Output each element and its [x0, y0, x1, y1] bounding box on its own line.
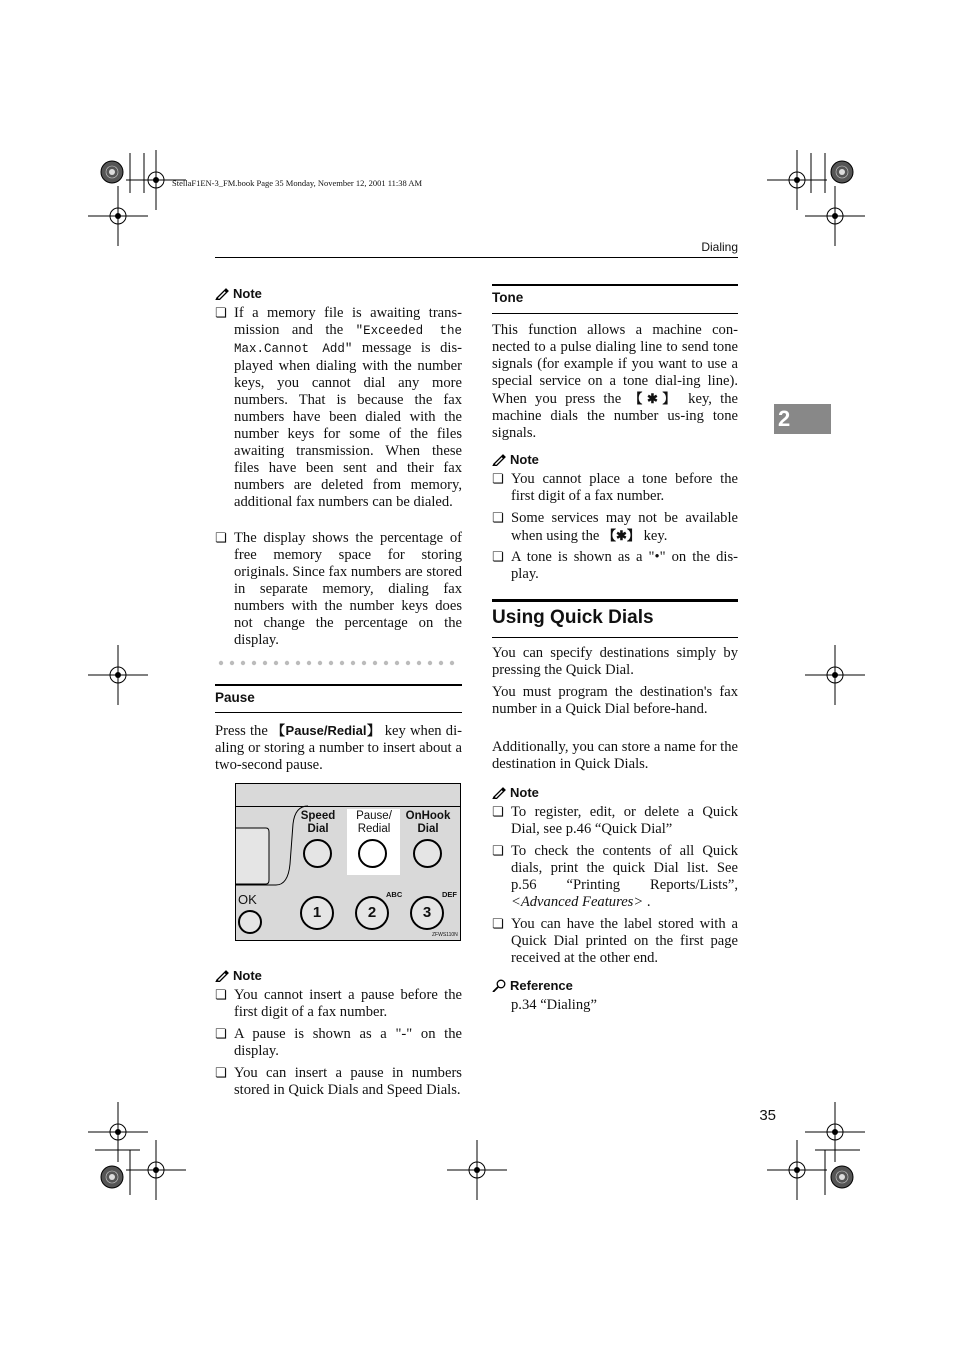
checkbox-icon: ❏	[492, 917, 504, 932]
quick-paragraph: You can specify destinations simply by pressing the Quick Dial.	[492, 645, 738, 678]
dotted-separator	[215, 660, 462, 666]
pencil-icon	[215, 969, 230, 982]
note-item-text: Some services may not be available when using the 【✱】 key.	[511, 510, 738, 544]
section-rule	[492, 313, 738, 314]
note-label: Note	[510, 785, 539, 800]
note-item	[492, 916, 738, 968]
section-title-tone: Tone	[492, 290, 524, 305]
checkbox-icon: ❏	[492, 805, 504, 820]
note-label: Note	[510, 452, 539, 467]
note-item	[215, 1026, 462, 1062]
note-item	[492, 549, 738, 585]
note-item	[492, 804, 738, 840]
tone-key: 【✱】	[603, 528, 640, 543]
note-item	[492, 843, 738, 913]
reference-heading	[492, 978, 573, 993]
chapter-tab: 2	[774, 404, 831, 434]
file-info: StellaF1EN-3_FM.book Page 35 Monday, November 12, 2001 11:38 AM	[172, 178, 423, 188]
running-header: Dialing	[701, 240, 738, 254]
checkbox-icon: ❏	[492, 844, 504, 859]
section-rule	[215, 684, 462, 686]
note-label: Note	[233, 286, 262, 301]
onhook-dial-label: OnHook Dial	[405, 810, 451, 835]
note-item-text: You can have the label stored with a Quick Dial printed on the first page received at the other end.	[511, 916, 738, 966]
pencil-icon	[492, 453, 507, 466]
note-item-text: To check the contents of all Quick dials, print the quick Dial list. See p.56 “Printing Reports/Lists”, <Advanced Features> .	[511, 843, 738, 910]
pencil-icon	[492, 786, 507, 799]
key-1-button[interactable]: 1	[300, 896, 334, 930]
note-item-text: To register, edit, or delete a Quick Dial, see p.46 “Quick Dial”	[511, 804, 738, 837]
note-item	[492, 510, 738, 546]
section-rule	[215, 712, 462, 713]
note-heading	[492, 452, 539, 467]
onhook-dial-button[interactable]	[413, 839, 442, 868]
note-item-text: If a memory file is awaiting trans-mission and the "Exceeded the Max.Cannot Add" message is dis-played when dialing with the number keys, you cannot dial any more numbers. That is because the fax numbers have been dialed with the number keys for some of the files awaiting transmission. When these files have been sent and their fax numbers are deleted from memory, additional fax numbers can be dialed.	[234, 305, 462, 510]
quick-paragraph: Additionally, you can store a name for the destination in Quick Dials.	[492, 739, 738, 772]
section-title-quick-dials: Using Quick Dials	[492, 607, 654, 628]
pause-redial-label: Pause/ Redial	[356, 810, 392, 835]
speed-dial-label: Speed Dial	[300, 810, 336, 835]
def-label: DEF	[442, 890, 457, 899]
note-item-text: The display shows the percentage of free memory space for storing originals. Since fax numbers are stored in separate memory, dialing fax numbers with the number keys does not change the percentage on the display.	[234, 530, 462, 648]
pause-redial-button[interactable]	[358, 839, 387, 868]
note-item	[215, 987, 462, 1023]
note-item-text: A tone is shown as a "•" on the dis-play.	[511, 549, 738, 582]
section-rule	[492, 599, 738, 602]
reference-label: Reference	[510, 978, 573, 993]
magnifier-icon	[492, 979, 507, 992]
abc-label: ABC	[386, 890, 403, 899]
note-item-text: You cannot insert a pause before the first digit of a fax number.	[234, 987, 462, 1020]
tone-key: 【✱】	[629, 391, 680, 406]
ok-button[interactable]	[238, 910, 262, 934]
note-item	[215, 530, 462, 650]
note-item-text: You cannot place a tone before the first digit of a fax number.	[511, 471, 738, 504]
pause-redial-key: 【Pause/Redial】	[272, 723, 381, 738]
note-item-text: A pause is shown as a "-" on the display.	[234, 1026, 462, 1059]
note-heading	[492, 785, 539, 800]
figure-code: ZFWS110N	[432, 932, 458, 938]
note-heading	[215, 286, 262, 301]
section-rule	[492, 284, 738, 286]
note-heading	[215, 968, 262, 983]
checkbox-icon: ❏	[215, 531, 227, 546]
checkbox-icon: ❏	[492, 472, 504, 487]
checkbox-icon: ❏	[215, 1027, 227, 1042]
section-title-pause: Pause	[215, 690, 255, 705]
control-panel-illustration	[235, 783, 461, 941]
checkbox-icon: ❏	[215, 1066, 227, 1081]
checkbox-icon: ❏	[215, 988, 227, 1003]
header-rule	[215, 257, 738, 258]
key-2-button[interactable]: 2	[355, 896, 389, 930]
note-item-text: You can insert a pause in numbers stored in Quick Dials and Speed Dials.	[234, 1065, 462, 1098]
note-item	[215, 305, 462, 525]
reference-link[interactable]: p.34 “Dialing”	[511, 997, 597, 1013]
note-item	[215, 1065, 462, 1117]
pause-paragraph: Press the 【Pause/Redial】 key when di-aling or storing a number to insert about a two-second pause.	[215, 723, 462, 773]
checkbox-icon: ❏	[492, 511, 504, 526]
section-rule	[492, 637, 738, 638]
checkbox-icon: ❏	[492, 550, 504, 565]
pencil-icon	[215, 287, 230, 300]
note-item	[492, 471, 738, 507]
page-number: 35	[759, 1107, 776, 1124]
tone-paragraph: This function allows a machine con-nected to a pulse dialing line to send tone signals (for example if you want to use a special service on a tone dial-ing line). When you press the 【✱】 key, the machine dials the number us-ing tone signals.	[492, 322, 738, 441]
message-code: "Exceeded the Max.Cannot Add"	[234, 324, 462, 356]
advanced-features-ref[interactable]: <Advanced Features>	[511, 894, 644, 910]
ok-label: OK	[238, 892, 257, 907]
note-label: Note	[233, 968, 262, 983]
quick-paragraph: You must program the destination's fax number in a Quick Dial before-hand.	[492, 684, 738, 717]
speed-dial-button[interactable]	[303, 839, 332, 868]
checkbox-icon: ❏	[215, 306, 227, 321]
key-3-button[interactable]: 3	[410, 896, 444, 930]
